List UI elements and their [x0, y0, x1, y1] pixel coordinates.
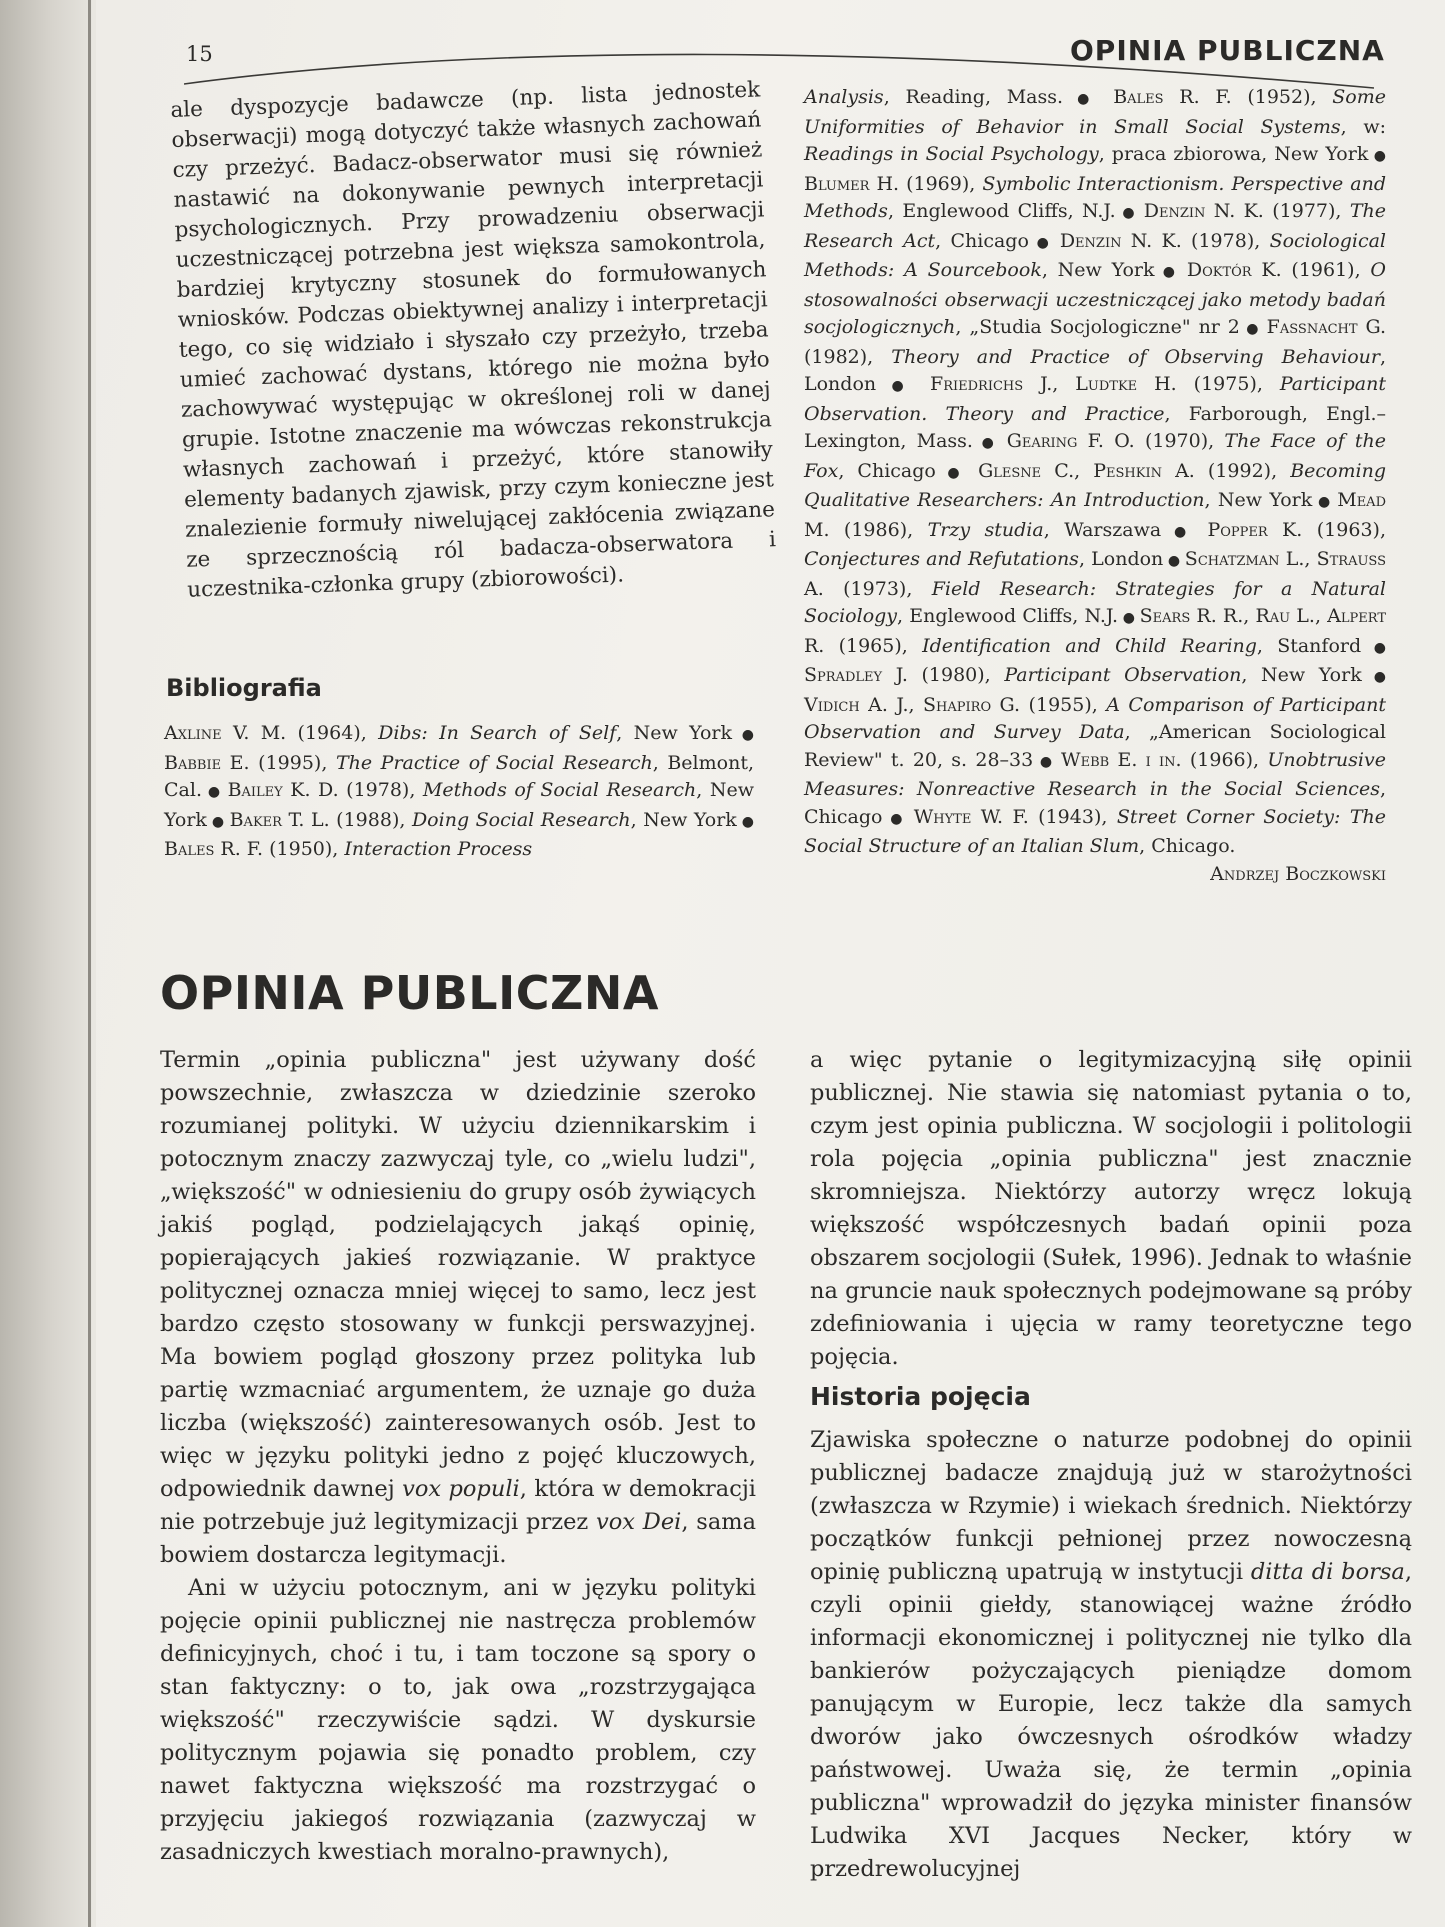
term-ditta-di-borsa: ditta di borsa — [1250, 1559, 1405, 1585]
bibliography-year: (1943), — [1028, 805, 1117, 828]
bullet-icon: ● — [1154, 264, 1187, 280]
bibliography-author: Fassnacht G. — [1266, 316, 1387, 338]
bibliography-author: Popper K. — [1207, 518, 1303, 541]
article-paragraph-2: Ani w użyciu potocznym, ani w języku polityki pojęcie opinii publicznej nie nastręcza problemów definicyjnych, choć i tu, i tam toczone są spory o stan faktyczny: o to, jak owa „rozstrzygająca większość" rzeczywiście sądzi. W dyskursie politycznym pojawia się ponadto problem, czy nawet faktyczna większość ma rozstrzygać o przyjęciu jakiegoś rozwiązania (zazwyczaj w zasadniczych kwestiach moralno-prawnych), — [160, 1575, 756, 1865]
bibliography-year: (1970), — [1134, 430, 1225, 452]
bibliography-year: (1973), — [823, 577, 932, 600]
article-paragraph-4: Zjawiska społeczne o naturze podobnej do opinii publicznej badacze znajdują już w starożytności (zwłaszcza w Rzymie) i wiekach średnich. Niektórzy początków funkcji pełnionej przez nowoczesną opinię publiczną upatrują w instytucji ditta di borsa, czyli opinii giełdy, stanowiącej ważne źródło informacji ekonomicznej i politycznej nie tylko dla bankierów pożyczających pieniądze domom panującym w Europie, lecz także dla samych dworów jako ówczesnych ośrodków władzy państwowej. Uważa się, że termin „opinia publiczna" wprowadził do języka minister finansów Ludwika XVI Jacques Necker, który w przedrewolucyjnej — [810, 1427, 1413, 1882]
bibliography-rest: , „Studia Socjologiczne" nr 2 — [955, 316, 1240, 338]
bibliography-author: Bailey K. D. — [227, 779, 339, 801]
bibliography-author: Friedrichs J., Ludtke H. — [930, 373, 1177, 395]
bibliography-rest: , London — [804, 345, 1386, 395]
bibliography-rest: , Warszawa — [1043, 518, 1162, 541]
bibliography-title: The Research Act — [804, 200, 1386, 252]
bibliography-year: (1986), — [829, 518, 928, 541]
bibliography-year: (1977), — [1263, 200, 1350, 222]
bibliography-author: Glesne C., Peshkin A. — [978, 459, 1195, 482]
bibliography-year: (1988), — [329, 808, 412, 831]
bullet-icon: ● — [972, 435, 1007, 451]
bullet-icon: ● — [1239, 321, 1267, 337]
bullet-icon: ● — [1361, 639, 1387, 656]
bibliography-rest: , New York — [630, 808, 737, 831]
bullet-icon: ● — [1028, 234, 1060, 251]
bibliography-title: Dibs: In Search of Self — [378, 722, 617, 744]
bibliography-rest: , London — [1078, 548, 1164, 570]
bibliography-year: (1950), — [263, 838, 345, 860]
bibliography-title: Theory and Practice of Observing Behaviour — [891, 345, 1380, 368]
bibliography-title: Trzy studia — [927, 518, 1044, 541]
bibliography-title: Unobtrusive Measures: Nonreactive Research in the Social Sciences — [804, 748, 1386, 800]
bibliography-year: (1978), — [338, 779, 423, 801]
top-left-paragraph: ale dyspozycje badawcze (np. lista jednostek obserwacji) mogą dotyczyć także własnych zachowań czy przeżyć. Badacz-obserwator musi się również nastawić na dokonywanie pewnych interpretacji psychologicznych. Przy prowadzeniu obserwacji uczestniczącej potrzebna jest większa samokontrola, bardziej krytyczny stosunek do formułowanych wniosków. Podczas obiektywnej analizy i interpretacji tego, co się widziało i słyszało czy przeżyło, trzeba umieć zachować dystans, którego nie można było zachowywać występując w określonej roli w danej grupie. Istotne znaczenie ma wówczas rekonstrukcja własnych zachowań i przeżyć, które stanowiły elementy badanych zjawisk, przy czym konieczne jest znalezienie formuły niwelującej zakłócenia związane ze sprzecznością ról badacza-obserwatora i uczestnika-członka grupy (zbiorowości). — [170, 77, 777, 603]
bibliography-entry — [804, 86, 1063, 108]
bibliography-rest: , Reading, Mass. — [883, 86, 1064, 108]
bullet-icon: ● — [1312, 494, 1338, 510]
bibliography-year: (1955), — [1020, 693, 1107, 716]
bibliography-author: Bales R. F. — [1113, 86, 1232, 108]
bibliography-year: (1982), — [804, 345, 892, 368]
article-title: OPINIA PUBLICZNA — [160, 966, 659, 1020]
bullet-icon: ● — [1163, 553, 1185, 569]
bibliography-author: Spradley J. — [804, 664, 908, 686]
bibliography-title: Analysis — [804, 86, 884, 108]
bullet-icon: ● — [1063, 91, 1114, 107]
bibliography-rest: , New York — [1241, 664, 1362, 686]
bibliography-year: (1961), — [1281, 259, 1371, 281]
bibliography-rest: , New York — [616, 722, 733, 744]
bullet-icon: ● — [876, 378, 931, 394]
bullet-icon: ● — [1118, 610, 1140, 626]
bibliography-title: Conjectures and Refutations — [804, 548, 1079, 570]
article-left-column — [160, 1044, 756, 1869]
bibliography-title: The Face of the Fox — [804, 430, 1386, 482]
term-vox-dei: vox Dei — [596, 1509, 682, 1535]
bibliography-author: Doktór K. — [1186, 259, 1282, 281]
bibliography-year: (1963), — [1302, 518, 1386, 541]
bibliography-rest: , New York — [1204, 489, 1313, 511]
bibliography-author: Denzin N. K. — [1143, 200, 1264, 222]
article-paragraph-3: a więc pytanie o legitymizacyjną siłę opinii publicznej. Nie stawia się natomiast pytania o to, czym jest opinia publiczna. W socjologii i politologii rola pojęcia „opinia publiczna" jest znacznie skromniejsza. Niektórzy autorzy wręcz lokują większość współczesnych badań opinii poza obszarem socjologii (Sułek, 1996). Jednak to właśnie na gruncie nauk społecznych podejmowane są próby zdefiniowania i ujęcia w ramy teoretyczne tego pojęcia. — [810, 1047, 1412, 1370]
bibliography-year: (1964), — [286, 722, 379, 744]
bibliography-author: Axline V. M. — [164, 722, 287, 744]
bibliography-title: Readings in Social Psychology — [804, 143, 1099, 165]
bibliography-year: (1952), — [1231, 86, 1333, 108]
bullet-icon: ● — [1033, 753, 1062, 770]
bibliography-year: (1975), — [1176, 373, 1280, 395]
bibliography-rest: , Chicago — [838, 459, 936, 482]
bullet-icon: ● — [1361, 669, 1386, 685]
bibliography-rest: , Chicago — [804, 778, 1386, 828]
bullet-icon: ● — [206, 813, 230, 830]
book-gutter — [88, 0, 91, 1927]
bibliography-author: Gearing F. O. — [1006, 430, 1135, 452]
bibliography-rest: , Chicago. — [1139, 835, 1236, 857]
bibliography-title: Field Research: Strategies for a Natural Sociology — [804, 577, 1386, 627]
bibliography-author: Mead M. — [804, 489, 1386, 541]
article-paragraph-1: Termin „opinia publiczna" jest używany dość powszechnie, zwłaszcza w dziedzinie szeroko rozumianej polityki. W użyciu dziennikarskim i potocznym znaczy zazwyczaj tyle, co „wielu ludzi", „większość" w odniesieniu do grupy osób żywiących jakiś pogląd, podzielających jakąś opinię, popierających jakieś rozwiązanie. W praktyce politycznej oznacza mniej więcej to samo, lecz jest bardzo często stosowany w funkcji perswazyjnej. Ma bowiem pogląd głoszony przez polityka lub partię wzmacniać argumentem, że uznaje go duża liczba (większość) zainteresowanych osób. Jest to więc w języku polityki jedno z pojęć kluczowych, odpowiednik dawnej vox populi, która w demokracji nie potrzebuje już legitymizacji przez vox Dei, sama bowiem dostarcza legitymacji. — [160, 1047, 757, 1568]
bibliography-title: Symbolic Interactionism. Perspective and Methods — [804, 172, 1386, 222]
running-head: OPINIA PUBLICZNA — [1070, 34, 1385, 67]
bibliography-rest: , praca zbiorowa, New York — [1098, 143, 1369, 165]
bullet-icon: ● — [935, 464, 979, 481]
bibliography-title: Sociological Methods: A Sourcebook — [804, 229, 1386, 281]
bibliography-title: Methods of Social Research — [422, 779, 697, 801]
bibliography-author: Bales R. F. — [164, 838, 264, 860]
bibliography-rest: , w: — [1340, 115, 1387, 138]
bibliography-rest: , Belmont, Cal. — [164, 751, 754, 801]
page-number: 15 — [186, 42, 213, 66]
bullet-icon: ● — [1368, 148, 1386, 164]
bibliography-title: Street Corner Society: The Social Structure of an Italian Slum — [804, 805, 1386, 857]
bibliography-title: Becoming Qualitative Researchers: An Introduction — [804, 459, 1386, 511]
history-heading: Historia pojęcia — [810, 1382, 1031, 1411]
bibliography-rest: , Englewood Cliffs, N.J. — [897, 605, 1119, 627]
bibliography-year: (1995), — [249, 751, 336, 774]
bibliography-author-signature: Andrzej Boczkowski — [1210, 862, 1386, 885]
bibliography-rest: , New York — [1041, 259, 1155, 281]
article-right-column — [810, 1044, 1412, 1374]
bibliography-entry — [804, 806, 1386, 858]
bibliography-title: Interaction Process — [344, 838, 533, 860]
bibliography-author: Webb E. i in. — [1061, 748, 1182, 771]
bibliography-author: Babbie E. — [164, 751, 250, 774]
bibliography-author: Baker T. L. — [229, 808, 330, 831]
bibliography-title: Doing Social Research — [411, 808, 631, 831]
bibliography-title: The Practice of Social Research — [335, 751, 653, 774]
bibliography-author: Denzin N. K. — [1059, 229, 1182, 252]
bibliography-title: Participant Observation — [1004, 664, 1242, 686]
bullet-icon: ● — [736, 813, 755, 830]
book-spine-shadow — [0, 0, 92, 1927]
bullet-icon: ● — [1115, 205, 1144, 221]
bibliography-rest: , Farborough, Engl.–Lexington, Mass. — [804, 402, 1386, 452]
bibliography-rest: , Stanford — [1256, 634, 1362, 657]
bibliography-title: Identification and Child Rearing — [922, 634, 1257, 657]
bibliography-year: (1966), — [1181, 748, 1268, 771]
bullet-icon: ● — [1161, 523, 1208, 540]
bibliography-title: Some Uniformities of Behavior in Small Social Systems — [804, 86, 1386, 138]
bibliography-title: Participant Observation. Theory and Practice — [804, 373, 1386, 425]
bibliography-author: Vidich A. J., Shapiro G. — [804, 693, 1021, 716]
bibliography-year: (1965), — [824, 634, 923, 657]
bibliography-author: Schatzman L., Strauss A. — [804, 548, 1386, 600]
bibliography-title: A Comparison of Participant Observation and Survey Data — [804, 693, 1386, 743]
bibliography-entry — [164, 722, 732, 744]
bibliography-author: Sears R. R., Rau L., Alpert R. — [804, 605, 1386, 657]
term-vox-populi: vox populi — [402, 1476, 520, 1502]
bullet-icon: ● — [201, 784, 228, 800]
bibliography-rest: , „American Sociological Review" t. 20, s. 28–33 — [804, 721, 1386, 771]
bibliography-author: Whyte W. F. — [913, 805, 1029, 828]
bullet-icon: ● — [732, 727, 754, 743]
bibliography-year: (1992), — [1194, 459, 1291, 482]
bibliography-author: Blumer H. — [804, 172, 900, 195]
article-right-column-2 — [810, 1424, 1412, 1886]
bibliography-title: O stosowalności obserwacji uczestniczącej jako metody badań socjologicznych — [804, 259, 1386, 338]
bibliography-heading: Bibliografia — [166, 674, 322, 702]
top-left-text — [170, 75, 777, 605]
bibliography-right — [804, 84, 1386, 888]
bibliography-year: (1978), — [1181, 229, 1270, 252]
bibliography-left — [164, 720, 754, 864]
bibliography-rest: , Englewood Cliffs, N.J. — [887, 200, 1116, 222]
bullet-icon: ● — [882, 810, 914, 827]
bibliography-rest: , New York — [164, 779, 754, 831]
bibliography-year: (1969), — [899, 172, 983, 195]
bibliography-year: (1980), — [907, 664, 1005, 686]
bibliography-entry — [207, 809, 737, 831]
bibliography-rest: , Chicago — [935, 229, 1029, 252]
